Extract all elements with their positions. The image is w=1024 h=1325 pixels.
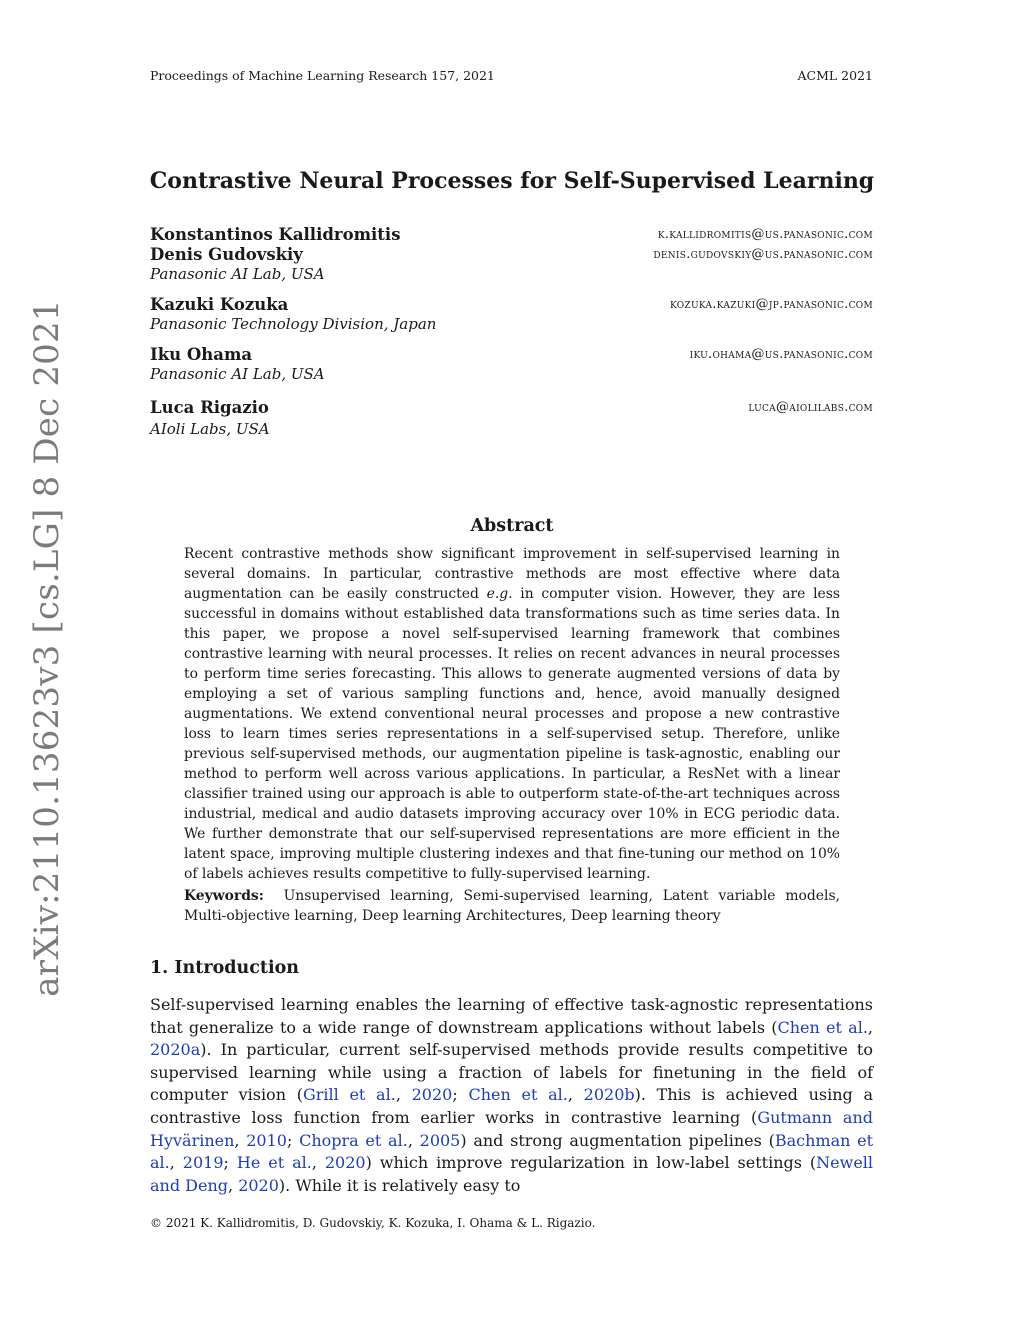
author-name: Konstantinos Kallidromitis (150, 225, 401, 244)
author-email[interactable]: k.kallidromitis@us.panasonic.com (657, 227, 873, 242)
author-name: Iku Ohama (150, 345, 253, 364)
author-name: Kazuki Kozuka (150, 295, 289, 314)
text-run: ). While it is relatively easy to (278, 1175, 521, 1195)
author-block-3 (150, 345, 873, 385)
citation-link[interactable]: Bachman et al. (150, 1130, 874, 1173)
author-affiliation: AIoli Labs, USA (150, 420, 270, 438)
author-email[interactable]: luca@aiolilabs.com (748, 400, 873, 415)
author-affiliation: Panasonic Technology Division, Japan (150, 315, 437, 333)
citation-year-link[interactable]: 2020b (583, 1085, 635, 1105)
author-affiliation: Panasonic AI Lab, USA (150, 365, 325, 383)
citation-link[interactable]: Newell and Deng (150, 1153, 874, 1195)
author-email[interactable]: denis.gudovskiy@us.panasonic.com (653, 247, 873, 262)
citation-year-link[interactable]: 2020 (411, 1085, 453, 1105)
copyright-notice: © 2021 K. Kallidromitis, D. Gudovskiy, K. Kozuka, I. Ohama & L. Rigazio. (150, 1216, 596, 1230)
text-run: ) and strong augmentation pipelines ( (460, 1130, 775, 1150)
abstract-text (184, 544, 840, 884)
citation-link[interactable]: Chopra et al. (299, 1130, 408, 1150)
text-run: ). In particular, current self-supervised methods provide results competitive to supervised learning while using a fraction of labels for finetuning in the field of computer vision ( (150, 1040, 873, 1105)
citation-year-link[interactable]: 2020 (324, 1153, 366, 1173)
abstract-eg: e.g. (486, 586, 513, 602)
author-email[interactable]: iku.ohama@us.panasonic.com (689, 347, 873, 362)
citation-link[interactable]: Chen et al. (468, 1085, 568, 1105)
author-block-2 (150, 295, 873, 335)
citation-link[interactable]: Grill et al. (302, 1085, 396, 1105)
author-name: Luca Rigazio (150, 398, 269, 417)
keywords (184, 886, 840, 926)
author-block-4 (150, 398, 873, 440)
section-heading-introduction: 1. Introduction (150, 958, 299, 978)
paper-title: Contrastive Neural Processes for Self-Supervised Learning (149, 168, 875, 194)
running-header-left: Proceedings of Machine Learning Research 157, 2021 (150, 68, 495, 83)
citation-year-link[interactable]: 2005 (419, 1130, 461, 1150)
citation-year-link[interactable]: 2020 (238, 1175, 279, 1195)
keywords-list: Unsupervised learning, Semi-supervised learning, Latent variable models, Multi-objective learning, Deep learning Architectures, Deep learning theory (184, 888, 840, 924)
text-run: Self-supervised learning enables the learning of effective task-agnostic representations that generalize to a wide range of downstream applications without labels ( (150, 995, 873, 1037)
citation-link[interactable]: Gutmann and Hyvärinen (150, 1107, 874, 1150)
citation-year-link[interactable]: 2010 (246, 1130, 287, 1150)
citation-link[interactable]: He et al. (236, 1153, 312, 1173)
abstract-heading: Abstract (470, 516, 554, 536)
citation-year-link[interactable]: 2020a (150, 1040, 201, 1060)
running-header-right: ACML 2021 (797, 68, 873, 83)
author-affiliation: Panasonic AI Lab, USA (150, 265, 325, 283)
author-email[interactable]: kozuka.kazuki@jp.panasonic.com (669, 297, 873, 312)
author-block-1 (150, 225, 873, 285)
author-name: Denis Gudovskiy (150, 245, 303, 264)
citation-link[interactable]: Chen et al. (777, 1017, 868, 1037)
abstract-part: in computer vision. However, they are less successful in domains without established data transformations such as time series data. In this paper, we propose a novel self-supervised learning framework that combines contrastive learning with neural processes. It relies on recent advances in neural processes to perform time series forecasting. This allows to generate augmented versions of data by employing a set of various sampling functions and, hence, avoid manually designed augmentations. We extend conventional neural processes and propose a new contrastive loss to learn times series representations in a self-supervised setup. Therefore, unlike previous self-supervised methods, our augmentation pipeline is task-agnostic, enabling our method to perform well across various applications. In particular, a ResNet with a linear classifier trained using our approach is able to outperform state-of-the-art techniques across industrial, medical and audio datasets improving accuracy over 10% in ECG periodic data. We further demonstrate that our self-supervised representations are more efficient in the latent space, improving multiple clustering indexes and that fine-tuning our method on 10% of labels achieves results competitive to fully-supervised learning. (184, 586, 840, 882)
arxiv-side-stamp: arXiv:2110.13623v3 [cs.LG] 8 Dec 2021 (27, 299, 67, 997)
text-run: ) which improve regularization in low-label settings ( (365, 1153, 817, 1173)
citation-year-link[interactable]: 2019 (182, 1153, 224, 1173)
keywords-label: Keywords: (184, 888, 264, 904)
abstract-part: Recent contrastive methods show significant improvement in self-supervised learning in several domains. In particular, contrastive methods are most effective where data augmentation can be easily constructed (184, 546, 840, 602)
text-run: ). This is achieved using a contrastive loss function from earlier works in contrastive learning ( (150, 1085, 874, 1127)
introduction-paragraph: Self-supervised learning enables the learning of effective task-agnostic representations that generalize to a wide range of downstream applications without labels (Chen et al., 2020a). In particular, current self-supervised methods provide results competitive to supervised learning while using a fraction of labels for finetuning in the field of computer vision (Grill et al., 2020; Chen et al., 2020b). This is achieved using a contrastive loss function from earlier works in contrastive learning (Gutmann and Hyvärinen, 2010; Chopra et al., 2005) and strong augmentation pipelines (Bachman et al., 2019; He et al., 2020) which improve regularization in low-label settings (Newell and Deng, 2020). While it is relatively easy to (150, 995, 874, 1195)
